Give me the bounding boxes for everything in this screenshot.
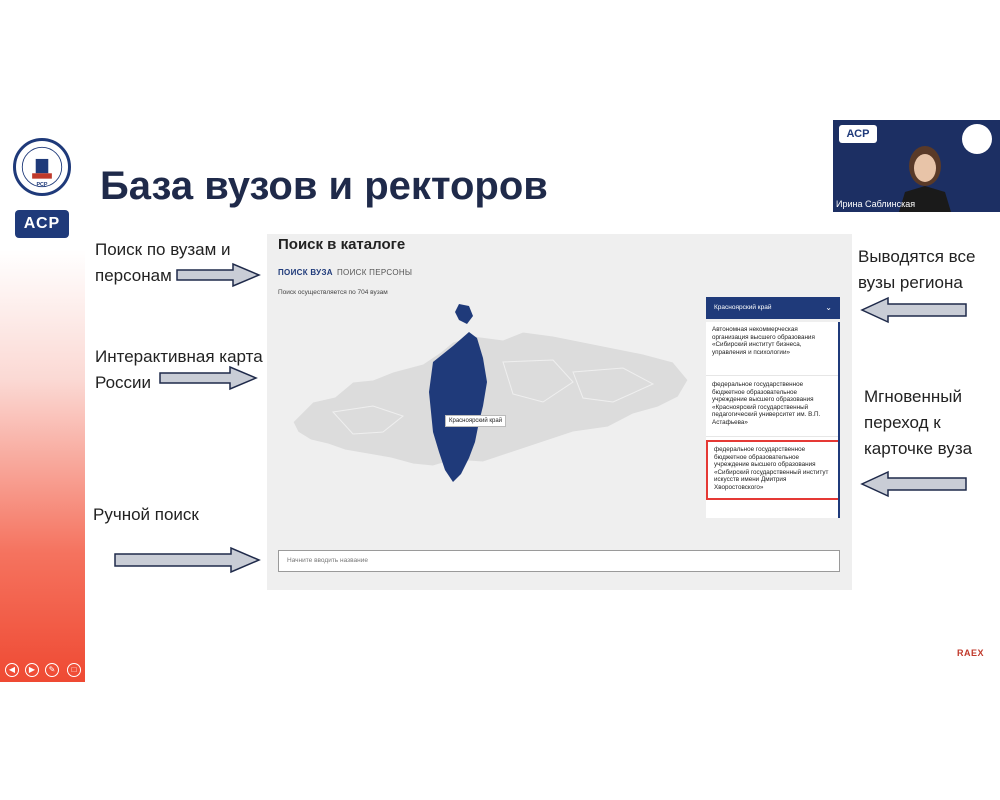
speaker-name: Ирина Саблинская [836, 199, 916, 209]
slide-title: База вузов и ректоров [100, 164, 548, 208]
view-icon[interactable]: □ [67, 663, 81, 677]
presentation-slide [0, 120, 1000, 682]
svg-text:РСР: РСР [36, 181, 48, 188]
annotation-instant: Мгновенный переход к карточке вуза [864, 387, 973, 458]
more-options-icon[interactable]: ⋯ [107, 663, 121, 677]
tab-university-search[interactable]: ПОИСК ВУЗА [278, 268, 333, 277]
acp-logo: АСР [839, 125, 877, 143]
list-item[interactable]: Автономная некоммерческая организация высшего образования «Сибирский институт бизнеса, управления и психологии» [706, 322, 840, 376]
left-gradient-bar [0, 250, 85, 682]
region-select[interactable] [706, 297, 840, 319]
catalog-title: Поиск в каталоге [278, 236, 406, 253]
search-count-text: Поиск осуществляется по 704 вузам [278, 289, 388, 296]
acp-logo: АСР [15, 210, 69, 238]
webcam-video [833, 120, 1000, 212]
map-region-tooltip: Красноярский край [445, 415, 506, 427]
annotation-search-persons: Поиск по вузам и персонам [95, 240, 231, 285]
russia-interactive-map[interactable] [273, 302, 693, 512]
university-results-list[interactable] [706, 322, 840, 518]
university-search-input[interactable]: Начните вводить название [278, 550, 840, 572]
arrow-right-icon [113, 546, 261, 574]
chevron-down-icon[interactable]: ⌄ [825, 303, 832, 312]
list-item-highlighted[interactable]: федеральное государственное бюджетное образовательное учреждение высшего образования «Сибирский государственный институт искусств имени Дмитрия Хворостовского» [706, 440, 840, 500]
region-select-value: Красноярский край [714, 304, 772, 311]
annotation-map: Интерактивная карта России [95, 347, 263, 392]
previous-slide-icon[interactable]: ◀ [5, 663, 19, 677]
list-item[interactable]: федеральное государственное бюджетное образовательное учреждение высшего образования «Красноярский государственный педагогический университет им. В.П. Астафьева» [706, 377, 840, 437]
arrow-right-icon [158, 365, 258, 391]
annotation-all-region: Выводятся все вузы региона [858, 247, 976, 292]
next-slide-icon[interactable]: ▶ [25, 663, 39, 677]
arrow-right-icon [175, 262, 261, 288]
raex-logo: RAEX [957, 648, 985, 658]
catalog-search-panel [267, 234, 852, 590]
zoom-icon[interactable]: ⊕ [87, 663, 101, 677]
results-scrollbar[interactable] [838, 322, 840, 518]
pen-icon[interactable]: ✎ [45, 663, 59, 677]
arrow-left-icon [860, 296, 968, 324]
annotation-manual: Ручной поиск [93, 505, 199, 524]
seal-icon [962, 124, 992, 154]
arrow-left-icon [860, 470, 968, 498]
tab-person-search[interactable]: ПОИСК ПЕРСОНЫ [337, 268, 413, 277]
rector-union-logo-icon [13, 138, 71, 196]
